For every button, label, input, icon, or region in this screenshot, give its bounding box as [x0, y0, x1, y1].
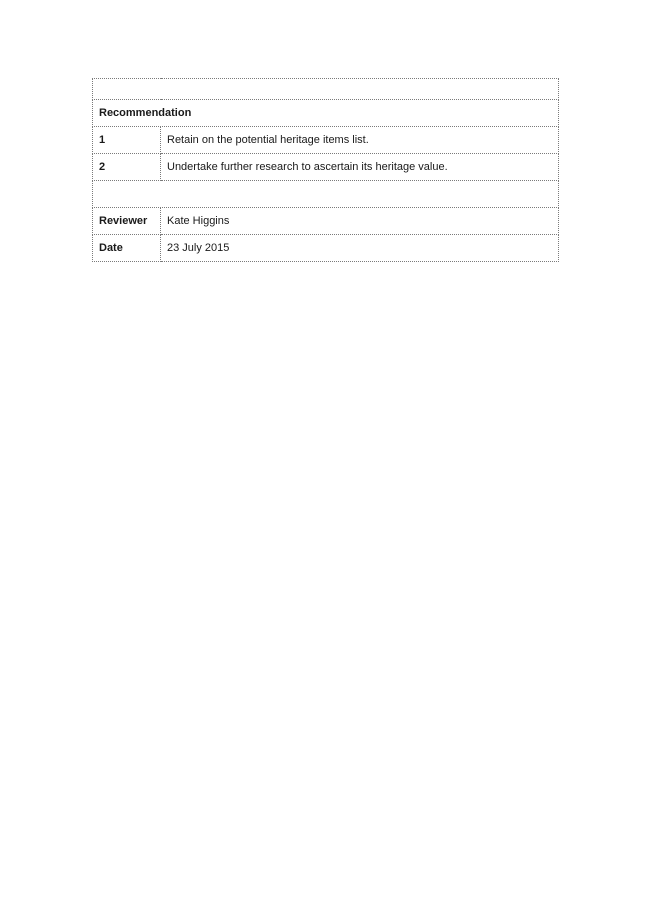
date-label: Date: [93, 235, 161, 262]
recommendation-text: Undertake further research to ascertain its heritage value.: [161, 154, 559, 181]
recommendation-number: 1: [93, 127, 161, 154]
recommendation-number: 2: [93, 154, 161, 181]
reviewer-value: Kate Higgins: [161, 208, 559, 235]
table-blank-row: [93, 79, 559, 100]
recommendation-heading: Recommendation: [93, 100, 559, 127]
table-row: [93, 127, 559, 154]
reviewer-label: Reviewer: [93, 208, 161, 235]
table-row: [93, 235, 559, 262]
table-row: [93, 154, 559, 181]
recommendation-table: [92, 78, 559, 262]
recommendation-text: Retain on the potential heritage items list.: [161, 127, 559, 154]
table-blank-row: [93, 181, 559, 208]
blank-cell: [93, 181, 559, 208]
table-row: [93, 208, 559, 235]
recommendation-heading-row: [93, 100, 559, 127]
blank-cell: [93, 79, 559, 100]
date-value: 23 July 2015: [161, 235, 559, 262]
